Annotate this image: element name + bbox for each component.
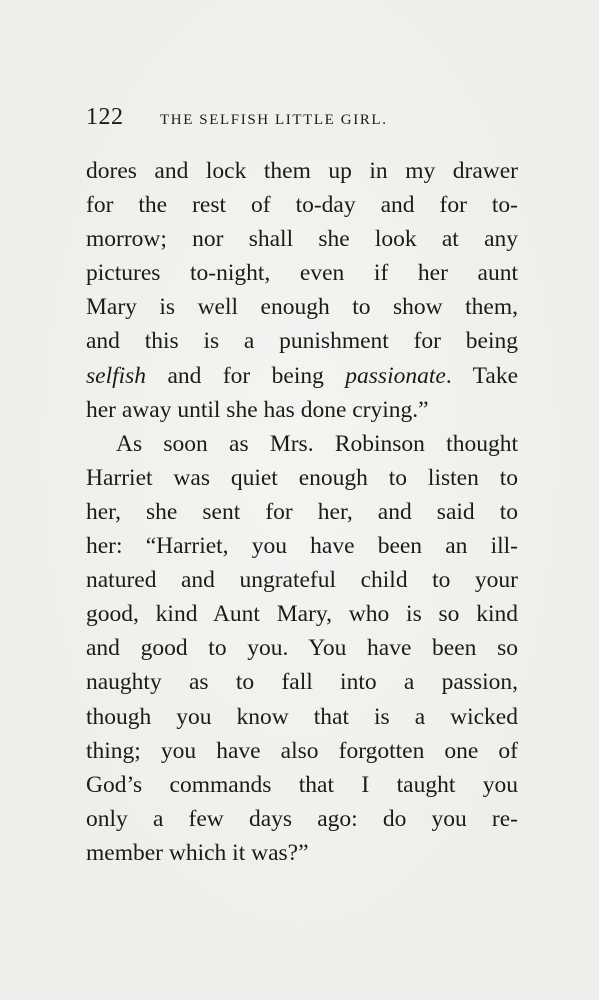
text-segment: member which it was?” xyxy=(86,839,309,866)
text-segment: thing; you have also forgotten one of xyxy=(86,737,518,764)
text-line xyxy=(86,154,518,188)
text-line xyxy=(86,324,518,358)
text-line xyxy=(86,768,518,802)
text-segment: and for being xyxy=(146,362,346,389)
text-segment: pictures to-night, even if her aunt xyxy=(86,260,518,287)
text-line xyxy=(86,734,518,768)
running-title: THE SELFISH LITTLE GIRL. xyxy=(160,112,388,128)
text-segment: and good to you. You have been so xyxy=(86,635,518,662)
text-segment: morrow; nor shall she look at any xyxy=(86,226,518,253)
body-text xyxy=(86,154,518,870)
text-segment: dores and lock them up in my drawer xyxy=(86,158,518,184)
text-line xyxy=(86,665,518,699)
text-line xyxy=(86,427,518,461)
text-line xyxy=(86,188,518,222)
text-line xyxy=(86,563,518,597)
text-line xyxy=(86,802,518,836)
text-line xyxy=(86,597,518,631)
page-header xyxy=(86,104,526,138)
page-number: 122 xyxy=(86,104,124,130)
text-line xyxy=(86,631,518,665)
text-segment: Mary is well enough to show them, xyxy=(86,294,518,321)
emphasized-word: passionate xyxy=(345,362,446,389)
text-segment: Harriet was quiet enough to listen to xyxy=(86,464,518,491)
text-segment: . Take xyxy=(445,362,519,389)
text-segment: naughty as to fall into a passion, xyxy=(86,669,518,696)
text-line xyxy=(86,836,518,870)
text-line xyxy=(86,290,518,324)
text-line xyxy=(86,700,518,734)
text-segment: only a few days ago: do you re- xyxy=(86,805,518,832)
text-segment: good, kind Aunt Mary, who is so kind xyxy=(86,601,518,628)
emphasized-word: selfish xyxy=(86,362,147,389)
text-line xyxy=(86,256,518,290)
text-segment: though you know that is a wicked xyxy=(86,703,518,730)
text-segment: God’s commands that I taught you xyxy=(86,771,518,798)
text-segment: for the rest of to-day and for to- xyxy=(86,192,518,219)
text-segment: As soon as Mrs. Robinson thought xyxy=(116,430,518,457)
text-segment: natured and ungrateful child to your xyxy=(86,567,518,594)
text-line xyxy=(86,359,518,393)
text-segment: and this is a punishment for being xyxy=(86,328,518,355)
text-segment: her, she sent for her, and said to xyxy=(86,498,518,525)
text-line xyxy=(86,529,518,563)
text-line xyxy=(86,393,518,427)
text-line xyxy=(86,495,518,529)
text-segment: her: “Harriet, you have been an ill- xyxy=(86,533,518,560)
text-segment: her away until she has done crying.” xyxy=(86,396,429,423)
text-line xyxy=(86,222,518,256)
text-line xyxy=(86,461,518,495)
